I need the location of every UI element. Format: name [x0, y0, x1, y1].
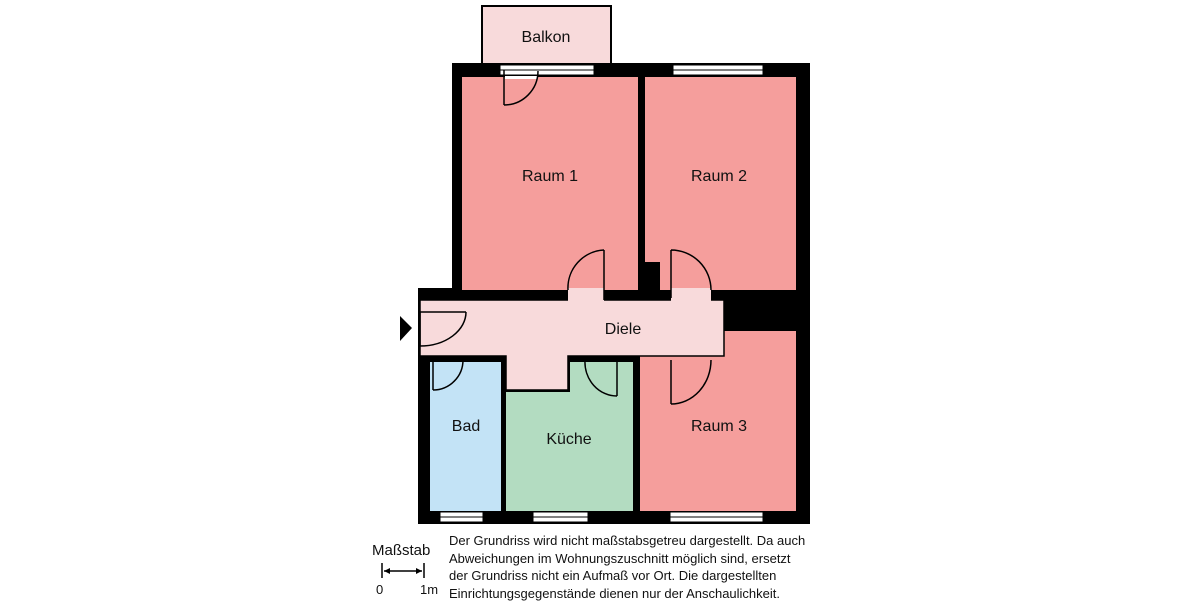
label-balcony: Balkon [522, 29, 571, 46]
label-kitchen: Küche [546, 431, 591, 448]
disclaimer-line: Der Grundriss wird nicht maßstabsgetreu dargestellt. Da auch [449, 532, 849, 550]
kitchen [506, 392, 633, 511]
disclaimer-line: Einrichtungsgegenstände dienen nur der Anschaulichkeit. [449, 585, 849, 602]
label-hall: Diele [605, 321, 642, 338]
scale-legend [370, 542, 446, 600]
label-room-1: Raum 1 [522, 168, 578, 185]
scale-one-label: 1m [420, 582, 438, 597]
scale-bar [370, 542, 446, 582]
entrance-arrow-icon [400, 316, 412, 341]
disclaimer-text [449, 532, 849, 602]
bathroom [430, 362, 501, 511]
scale-zero-label: 0 [376, 582, 383, 597]
disclaimer-line: der Grundriss nicht ein Aufmaß vor Ort. Die dargestellten [449, 567, 849, 585]
label-bath: Bad [452, 418, 480, 435]
scale-title: Maßstab [372, 542, 430, 559]
label-room-3: Raum 3 [691, 418, 747, 435]
disclaimer-line: Abweichungen im Wohnungszuschnitt möglich sind, ersetzt [449, 550, 849, 568]
label-room-2: Raum 2 [691, 168, 747, 185]
